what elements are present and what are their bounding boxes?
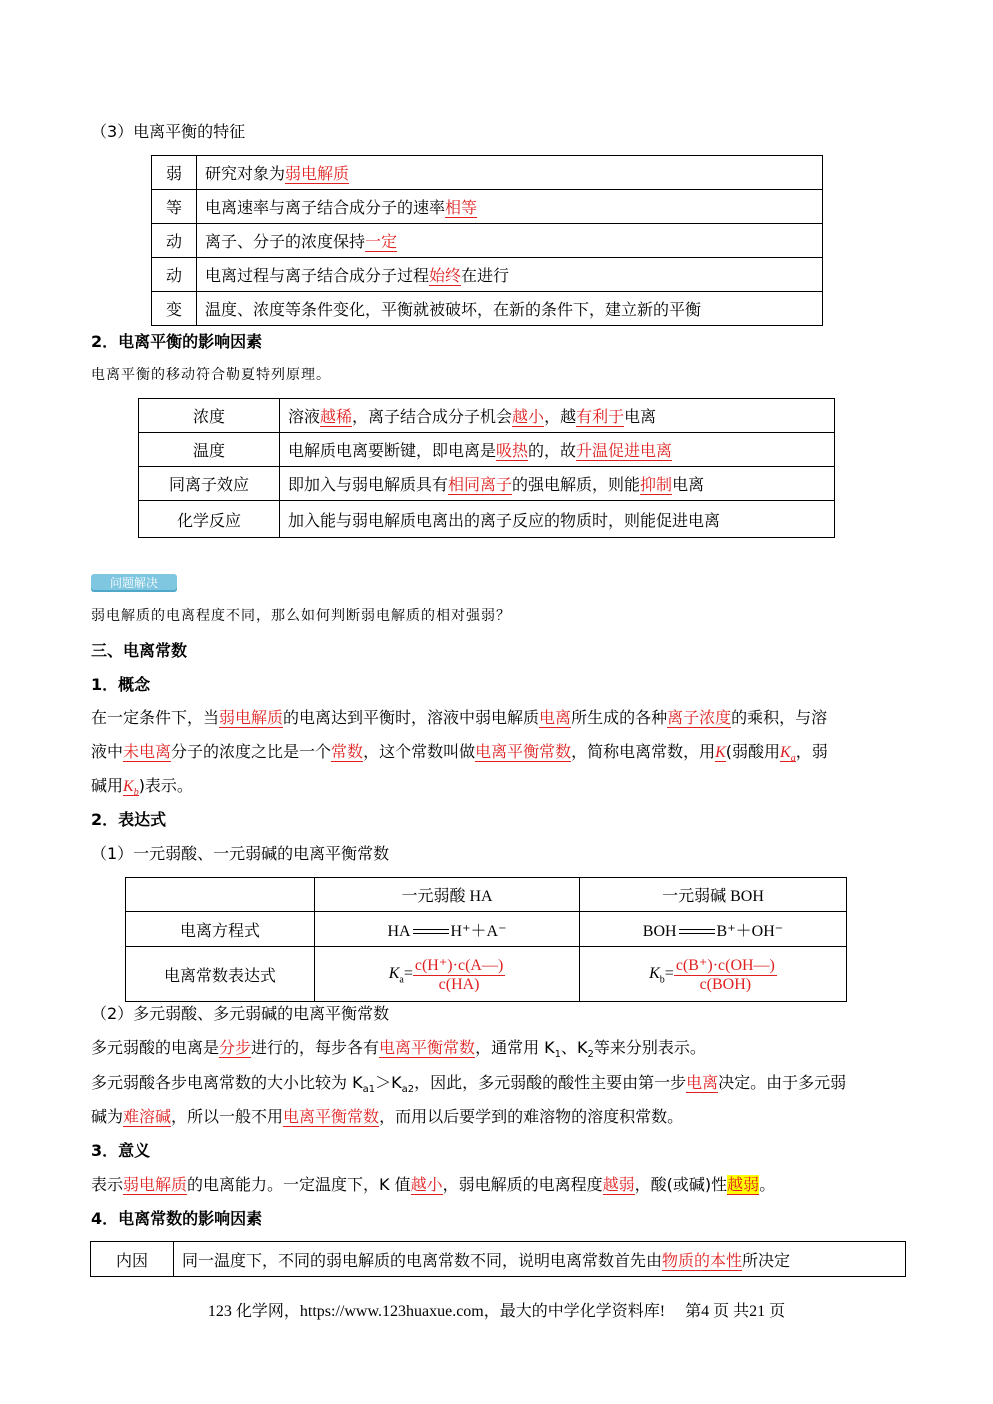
expression-1-title: （1）一元弱酸、一元弱碱的电离平衡常数 [91, 844, 390, 863]
row-label-constant: 电离常数表达式 [126, 947, 315, 1002]
feature-key: 等 [152, 190, 197, 224]
page-footer: 123 化学网，https://www.123huaxue.com，最大的中学化学资料库! 第4 页 共21 页 [207, 1303, 786, 1320]
concept-line-3: 碱用$K_b$)表示。 [91, 776, 193, 799]
answer-text: 相同离子 [448, 475, 513, 494]
poly-line-1: 多元弱酸的电离是分步进行的，每步各有电离平衡常数，通常用 $K_1$、$K_2$等来分别表示。 [91, 1038, 706, 1061]
section-3-title: （3）电离平衡的特征 [91, 122, 246, 141]
table-row: 内因 同一温度下，不同的弱电解质的电离常数不同，说明电离常数首先由物质的本性所决定 [91, 1242, 906, 1277]
concept-line-1: 在一定条件下，当弱电解质的电离达到平衡时，溶液中弱电解质电离所生成的各种离子浓度的乘积，与溶 [91, 708, 828, 727]
internal-factor-key: 内因 [91, 1242, 174, 1277]
answer-text: 越稀 [320, 407, 353, 426]
base-equation: BOH B⁺＋OH⁻ [580, 912, 847, 947]
acid-constant-expression: $K_a=$ $\frac{c(H^+)\cdot c(A—)}{c(HA)}$ [315, 947, 580, 1002]
table-row [152, 258, 823, 292]
answer-text: 一定 [365, 232, 398, 251]
section-2-title: 2．电离平衡的影响因素 [91, 332, 263, 351]
header-weak-acid: 一元弱酸 HA [315, 878, 580, 912]
subsection-concept-title: 1．概念 [91, 675, 151, 694]
feature-key: 动 [152, 258, 197, 292]
question-text: 弱电解质的电离程度不同，那么如何判断弱电解质的相对强弱？ [91, 608, 511, 624]
table-row: 化学反应 加入能与弱电解质电离出的离子反应的物质时，则能促进电离 [139, 501, 835, 538]
table-row [152, 292, 823, 326]
subsection-expression-title: 2．表达式 [91, 810, 167, 829]
internal-factor-table [90, 1241, 906, 1277]
answer-text: 升温促进电离 [576, 441, 673, 460]
expression-table [125, 877, 847, 1002]
row-label-equation: 电离方程式 [126, 912, 315, 947]
answer-text: 吸热 [496, 441, 529, 460]
table-row [126, 878, 847, 912]
answer-text: 越小 [512, 407, 545, 426]
answer-text: 弱电解质 [285, 164, 350, 183]
feature-text: 电离速率与离子结合成分子的速率 [205, 198, 446, 217]
feature-text: 温度、浓度等条件变化，平衡就被破坏，在新的条件下，建立新的平衡 [205, 300, 702, 319]
table-row [126, 947, 847, 1002]
header-weak-base: 一元弱碱 BOH [580, 878, 847, 912]
answer-text: 始终 [429, 266, 462, 285]
table-row: 温度 电解质电离要断键，即电离是吸热的，故升温促进电离 [139, 433, 835, 467]
features-table [151, 155, 823, 326]
answer-text: 抑制 [640, 475, 673, 494]
problem-solving-badge: 问题解决 [91, 574, 177, 592]
factor-key: 温度 [139, 433, 280, 467]
table-row [126, 912, 847, 947]
poly-line-2: 多元弱酸各步电离常数的大小比较为 $K_{a1}>K_{a2}$，因此，多元弱酸的酸性主要由第一步电离决定。由于多元弱 [91, 1073, 847, 1096]
table-row: 同离子效应 即加入与弱电解质具有相同离子的强电解质，则能抑制电离 [139, 467, 835, 501]
poly-line-3: 碱为难溶碱，所以一般不用电离平衡常数，而用以后要学到的难溶物的溶度积常数。 [91, 1107, 684, 1126]
answer-text: 有利于 [576, 407, 625, 426]
subsection-meaning-title: 3．意义 [91, 1141, 151, 1160]
feature-text: 离子、分子的浓度保持 [205, 232, 366, 251]
feature-key: 变 [152, 292, 197, 326]
meaning-text: 表示弱电解质的电离能力。一定温度下，K 值越小，弱电解质的电离程度越弱，酸(或碱)性越弱。 [91, 1175, 776, 1194]
equilibrium-arrow-icon [679, 928, 715, 936]
feature-key: 弱 [152, 156, 197, 190]
acid-equation: HA H⁺＋A⁻ [315, 912, 580, 947]
feature-text: 电离过程与离子结合成分子过程 [205, 266, 430, 285]
concept-line-2: 液中未电离分子的浓度之比是一个常数，这个常数叫做电离平衡常数，简称电离常数，用K(弱酸用$K_a$，弱 [91, 742, 828, 765]
table-row [152, 156, 823, 190]
factor-key: 浓度 [139, 399, 280, 433]
base-constant-expression: $K_b=$ $\frac{c(B^+)\cdot c(OH—)}{\text{c(BOH)}}$ [580, 947, 847, 1002]
feature-text: 研究对象为 [205, 164, 286, 183]
section-2-intro: 电离平衡的移动符合勒夏特列原理。 [91, 367, 331, 383]
table-row [152, 190, 823, 224]
table-row: 浓度 溶液越稀，离子结合成分子机会越小，越有利于电离 [139, 399, 835, 433]
expression-2-title: （2）多元弱酸、多元弱碱的电离平衡常数 [91, 1004, 390, 1023]
feature-key: 动 [152, 224, 197, 258]
factors-table [138, 398, 835, 538]
section-3-main-title: 三、电离常数 [91, 641, 188, 660]
factor-key: 同离子效应 [139, 467, 280, 501]
equilibrium-arrow-icon [413, 928, 449, 936]
answer-text: 相等 [445, 198, 478, 217]
subsection-factors-title: 4．电离常数的影响因素 [91, 1209, 263, 1228]
table-row [152, 224, 823, 258]
feature-text: 在进行 [461, 266, 510, 285]
factor-key: 化学反应 [139, 501, 280, 538]
